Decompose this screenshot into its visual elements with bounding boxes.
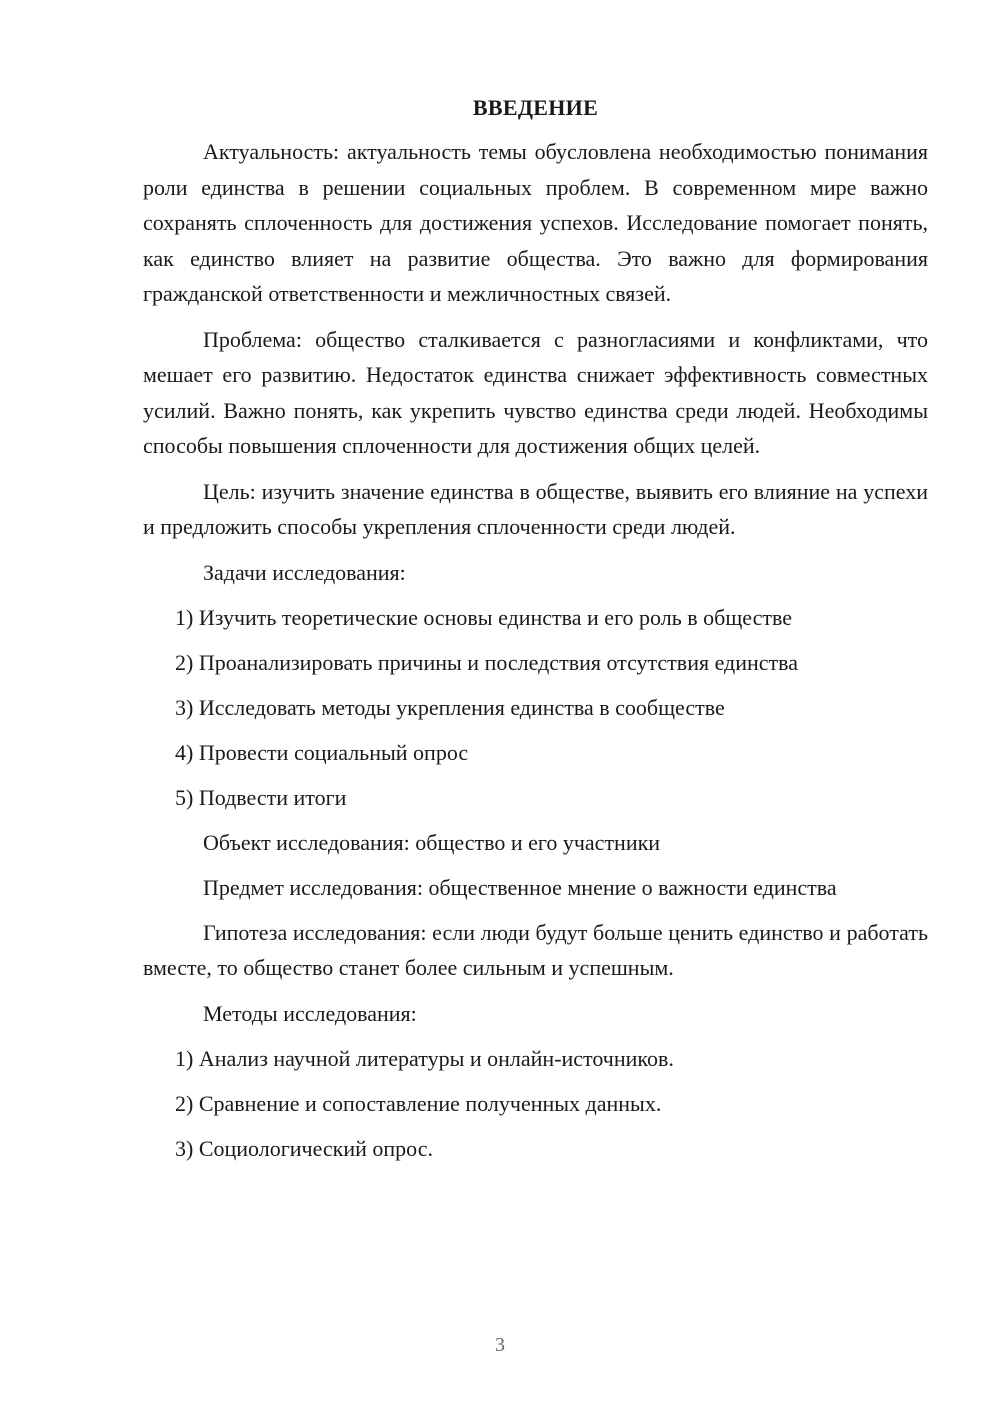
research-subject: Предмет исследования: общественное мнение о важности единства	[203, 874, 837, 900]
task-item: 1) Изучить теоретические основы единства и его роль в обществе	[175, 604, 793, 630]
method-item: 1) Анализ научной литературы и онлайн-источников.	[175, 1045, 674, 1071]
section-title: ВВЕДЕНИЕ	[472, 95, 599, 120]
hypothesis-paragraph: Гипотеза исследования: если люди будут больше ценить единство и работать вместе, то общество станет более сильным и успешным.	[143, 919, 928, 980]
goal-paragraph: Цель: изучить значение единства в обществе, выявить его влияние на успехи и предложить способы укрепления сплоченности среди людей.	[143, 478, 928, 539]
tasks-heading: Задачи исследования:	[203, 559, 406, 585]
task-item: 2) Проанализировать причины и последствия отсутствия единства	[175, 649, 799, 675]
methods-heading: Методы исследования:	[203, 1000, 417, 1026]
task-item: 5) Подвести итоги	[175, 784, 347, 810]
problem-paragraph: Проблема: общество сталкивается с разногласиями и конфликтами, что мешает его развитию. Недостаток единства снижает эффективность совместных усилий. Важно понять, как укрепить чувство единства среди людей. Необходимы способы повышения сплоченности для достижения общих целей.	[143, 326, 928, 458]
task-item: 4) Провести социальный опрос	[175, 739, 469, 765]
research-object: Объект исследования: общество и его участники	[203, 829, 661, 855]
method-item: 3) Социологический опрос.	[175, 1135, 433, 1161]
relevance-paragraph: Актуальность: актуальность темы обусловлена необходимостью понимания роли единства в решении социальных проблем. В современном мире важно сохранять сплоченность для достижения успехов. Исследование помогает понять, как единство влияет на развитие общества. Это важно для формирования гражданской ответственности и межличностных связей.	[143, 139, 928, 306]
task-item: 3) Исследовать методы укрепления единства в сообществе	[175, 694, 725, 720]
document-page	[143, 92, 928, 1176]
page-number: 3	[495, 1334, 505, 1356]
method-item: 2) Сравнение и сопоставление полученных данных.	[175, 1090, 662, 1116]
